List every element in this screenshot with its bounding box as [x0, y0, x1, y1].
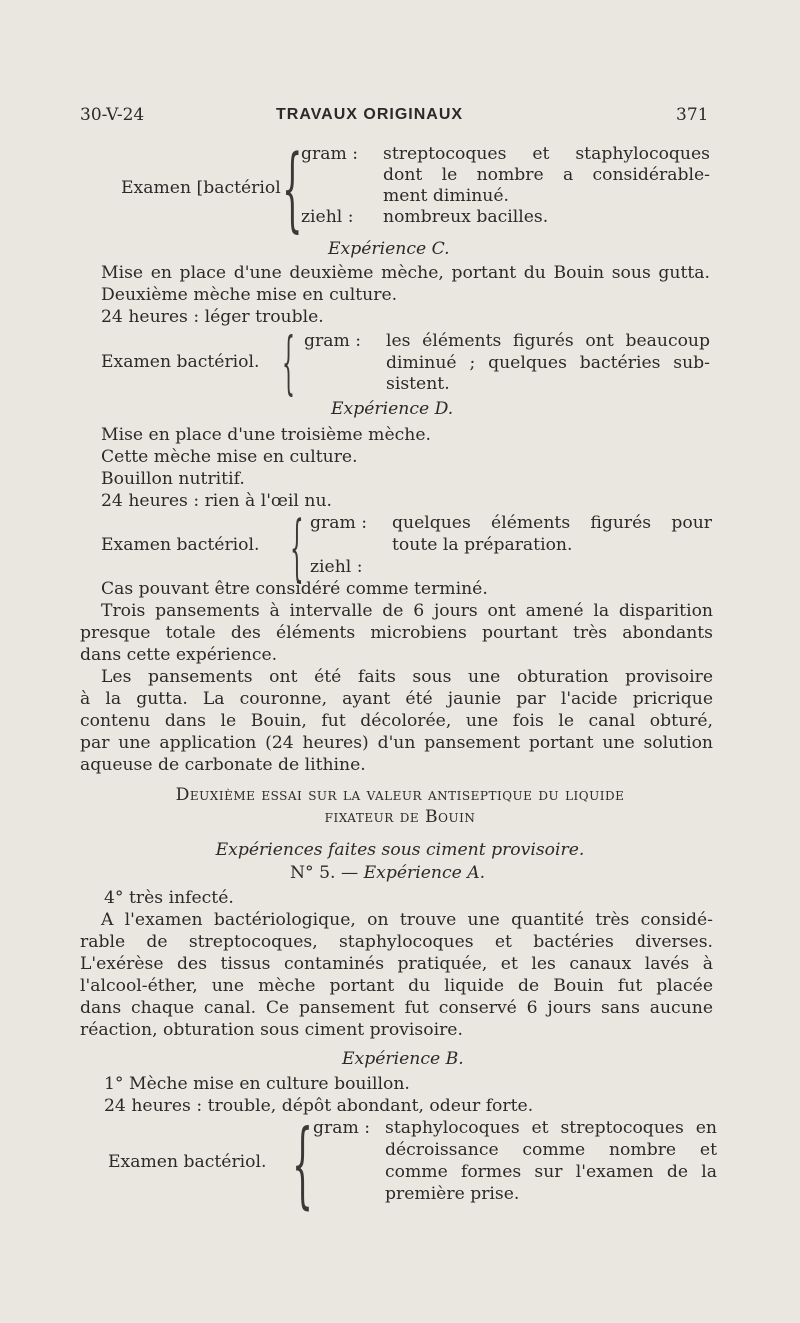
text-line: réaction, obturation sous ciment provisoire. — [80, 1020, 463, 1040]
exam-label-1: Examen [bactériol — [121, 178, 281, 198]
gram-line: staphylocoques et streptocoques en — [385, 1118, 717, 1138]
gram-prefix-b: gram : — [313, 1118, 371, 1138]
text-line: 24 heures : rien à l'œil nu. — [101, 491, 332, 511]
exam-label-c: Examen bactériol. — [101, 352, 260, 372]
gram-line: dont le nombre a considérable- — [383, 165, 710, 185]
section-subheading: Expériences faites sous ciment provisoire. — [215, 840, 585, 860]
gram-line: quelques éléments figurés pour — [392, 513, 712, 533]
gram-line: première prise. — [385, 1184, 520, 1204]
text-line: 24 heures : trouble, dépôt abondant, odeur forte. — [104, 1096, 534, 1116]
text-line: dans chaque canal. Ce pansement fut conservé 6 jours sans aucune — [80, 998, 713, 1018]
text-line: l'alcool-éther, une mèche portant du liquide de Bouin fut placée — [80, 976, 713, 996]
text-line: 1° Mèche mise en culture bouillon. — [104, 1074, 410, 1094]
text-line: à la gutta. La couronne, ayant été jaunie par l'acide pricrique — [80, 689, 713, 709]
section-title-exp-d: Expérience D. — [331, 399, 454, 419]
text-line: Mise en place d'une deuxième mèche, portant du Bouin sous gutta. — [101, 263, 710, 283]
experiment-number-title: Expérience A. — [363, 863, 486, 883]
gram-prefix-1: gram : — [301, 144, 359, 164]
gram-line: comme formes sur l'examen de la — [385, 1162, 717, 1182]
gram-line: décroissance comme nombre et — [385, 1140, 717, 1160]
ziehl-text-1: nombreux bacilles. — [383, 207, 549, 227]
brace-1: { — [282, 135, 303, 242]
text-line: Mise en place d'une troisième mèche. — [101, 425, 431, 445]
text-line: dans cette expérience. — [80, 645, 278, 665]
experiment-number — [290, 862, 485, 884]
brace-c: { — [282, 324, 295, 403]
gram-line: sistent. — [386, 374, 450, 394]
ziehl-prefix-1: ziehl : — [301, 207, 354, 227]
experiment-number-label: N° 5. — — [290, 863, 359, 883]
text-line: par une application (24 heures) d'un pansement portant une solution — [80, 733, 713, 753]
text-line: Bouillon nutritif. — [101, 469, 245, 489]
ziehl-prefix-d: ziehl : — [310, 557, 363, 577]
exam-label-d: Examen bactériol. — [101, 535, 260, 555]
section-heading: fixateur de Bouin — [324, 807, 476, 827]
page-number: 371 — [676, 105, 709, 125]
brace-d: { — [290, 505, 304, 589]
gram-line: ment diminué. — [383, 186, 509, 206]
gram-prefix-c: gram : — [304, 331, 362, 351]
text-line: contenu dans le Bouin, fut décolorée, une fois le canal obturé, — [80, 711, 713, 731]
text-line: aqueuse de carbonate de lithine. — [80, 755, 366, 775]
section-heading: Deuxième essai sur la valeur antiseptique du liquide — [175, 785, 625, 805]
text-line: L'exérèse des tissus contaminés pratiquée, et les canaux lavés à — [80, 954, 713, 974]
running-head-title: TRAVAUX ORIGINAUX — [276, 106, 464, 123]
running-head-date: 30-V-24 — [80, 105, 145, 125]
text-line: 24 heures : léger trouble. — [101, 307, 324, 327]
gram-line: streptocoques et staphylocoques — [383, 144, 710, 164]
gram-prefix-d: gram : — [310, 513, 368, 533]
text-line: presque totale des éléments microbiens pourtant très abondants — [80, 623, 713, 643]
brace-b: { — [292, 1110, 313, 1219]
exam-label-b: Examen bactériol. — [108, 1152, 267, 1172]
text-line: Deuxième mèche mise en culture. — [101, 285, 398, 305]
section-title-exp-b: Expérience B. — [342, 1049, 464, 1069]
gram-line: toute la préparation. — [392, 535, 573, 555]
text-line: Cas pouvant être considéré comme terminé. — [101, 579, 488, 599]
gram-line: les éléments figurés ont beaucoup — [386, 331, 710, 351]
section-title-exp-c: Expérience C. — [328, 239, 450, 259]
gram-line: diminué ; quelques bactéries sub- — [386, 353, 710, 373]
text-line: 4° très infecté. — [104, 888, 234, 908]
text-line: rable de streptocoques, staphylocoques et bactéries diverses. — [80, 932, 713, 952]
text-line: Cette mèche mise en culture. — [101, 447, 358, 467]
text-line: Les pansements ont été faits sous une obturation provisoire — [101, 667, 713, 687]
text-line: Trois pansements à intervalle de 6 jours ont amené la disparition — [101, 601, 713, 621]
text-line: A l'examen bactériologique, on trouve une quantité très considé- — [101, 910, 713, 930]
